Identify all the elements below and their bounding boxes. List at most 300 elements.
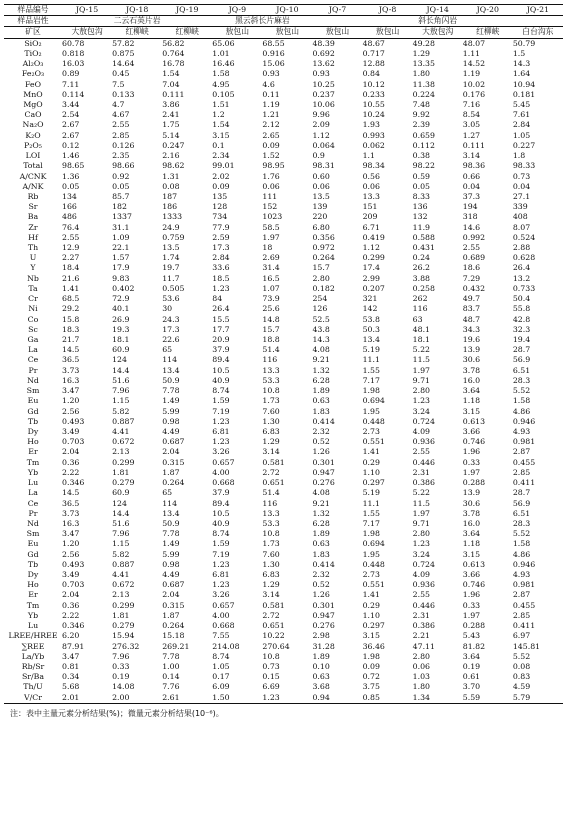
value-cell: 6.81 (212, 570, 230, 580)
table-row (4, 509, 563, 519)
value-cell: 24.3 (162, 314, 180, 324)
value-cell: 0.126 (112, 140, 135, 150)
value-cell: 1.23 (412, 539, 431, 549)
value-cell: 4.00 (212, 467, 230, 477)
value-cell: 0.301 (312, 600, 335, 610)
value-cell: 31.28 (312, 641, 335, 651)
value-cell: 1.80 (412, 69, 431, 79)
value-cell: 1.12 (312, 130, 330, 140)
value-cell: 13.35 (412, 59, 435, 69)
value-cell: 1.23 (212, 416, 230, 426)
value-cell: 0.551 (362, 580, 385, 590)
value-cell: 13.4 (162, 365, 180, 375)
value-cell: 5.82 (112, 549, 130, 559)
value-cell: 0.06 (262, 181, 280, 191)
value-cell: 1.23 (212, 580, 230, 590)
value-cell: 142 (362, 304, 378, 314)
element-label: MnO (23, 89, 43, 99)
value-cell: 0.09 (262, 140, 280, 150)
element-label: U (29, 253, 37, 263)
table-row (4, 621, 563, 631)
value-cell: 0.06 (362, 181, 380, 191)
value-cell: 0.60 (312, 171, 330, 181)
element-label: MgO (23, 99, 43, 109)
mining-area-cell: 敖包山 (262, 27, 312, 38)
element-label: Eu (27, 396, 39, 406)
value-cell: 0.356 (312, 232, 335, 242)
value-cell: 33.6 (212, 263, 230, 273)
value-cell: 0.04 (512, 181, 531, 191)
value-cell: 3.47 (62, 651, 80, 661)
value-cell: 0.692 (312, 48, 335, 58)
value-cell: 0.346 (62, 478, 85, 488)
value-cell: 6.80 (312, 222, 330, 232)
value-cell: 11.5 (412, 498, 431, 508)
value-cell: 0.315 (162, 600, 185, 610)
value-cell: 4.41 (112, 570, 130, 580)
value-cell: 12.88 (362, 59, 385, 69)
value-cell: 15.5 (212, 314, 230, 324)
value-cell: 7.11 (62, 79, 80, 89)
value-cell: 1.05 (212, 662, 230, 671)
value-cell: 1.54 (212, 120, 230, 130)
value-cell: 53.3 (262, 375, 280, 385)
value-cell: 26.4 (512, 263, 531, 273)
value-cell: 10.06 (312, 99, 335, 109)
mining-area-label: 矿区 (4, 27, 62, 38)
value-cell: 1.41 (362, 590, 380, 600)
value-cell: 1.75 (162, 120, 180, 130)
value-cell: 0.759 (162, 232, 185, 242)
table-row (4, 478, 563, 488)
value-cell: 0.15 (262, 672, 280, 682)
table-row (4, 263, 563, 273)
value-cell: 56.9 (512, 498, 531, 508)
element-label: Pr (28, 365, 38, 375)
value-cell: 3.78 (462, 508, 481, 518)
value-cell: 194 (462, 202, 478, 212)
table-row (4, 120, 563, 130)
value-cell: 0.657 (212, 600, 235, 610)
value-cell: 89.4 (212, 498, 230, 508)
value-cell: 7.55 (212, 631, 230, 641)
value-cell: 0.446 (412, 600, 435, 610)
value-cell: 0.689 (462, 253, 486, 263)
value-cell: 21.7 (62, 335, 80, 344)
value-cell: 7.96 (112, 529, 130, 539)
value-cell: 84 (212, 294, 223, 304)
value-cell: 13.9 (462, 488, 481, 498)
value-cell: 0.733 (512, 283, 536, 293)
value-cell: 0.581 (262, 457, 285, 467)
rock-type-label: 样品岩性 (4, 16, 62, 27)
value-cell: 220 (312, 212, 328, 222)
value-cell: 0.297 (362, 478, 385, 488)
value-cell: 6.97 (512, 631, 531, 641)
table-row (4, 601, 563, 611)
value-cell: 17.9 (112, 263, 130, 273)
value-cell: 0.505 (162, 283, 185, 293)
value-cell: 2.73 (362, 570, 380, 580)
value-cell: 10.55 (362, 99, 385, 109)
value-cell: 3.05 (462, 120, 481, 130)
value-cell: 14.3 (312, 335, 330, 344)
table-row (4, 468, 563, 478)
value-cell: 2.31 (412, 467, 431, 477)
value-cell: 1.23 (212, 559, 230, 569)
value-cell: 1.36 (62, 171, 80, 181)
value-cell: 1.95 (362, 406, 380, 416)
value-cell: 98.66 (112, 161, 135, 171)
mining-area-cell: 大敖包沟 (413, 27, 463, 38)
value-cell: 28.7 (512, 345, 531, 355)
table-row (4, 417, 563, 427)
mining-area-cell: 红柳峡 (162, 27, 212, 38)
element-label: Tm (26, 600, 40, 610)
table-row (4, 499, 563, 509)
value-cell: 116 (262, 498, 278, 508)
value-cell: 0.14 (162, 672, 180, 682)
value-cell: 34.3 (462, 324, 481, 334)
sample-id-cell: JQ-10 (262, 5, 312, 16)
value-cell: 98.62 (162, 161, 185, 171)
value-cell: 15.8 (62, 314, 80, 324)
value-cell: 2.61 (162, 693, 212, 704)
element-label: Gd (27, 549, 39, 559)
value-cell: 6.28 (312, 375, 330, 385)
element-label: Lu (27, 478, 39, 488)
value-cell: 7.78 (162, 529, 180, 539)
value-cell: 0.981 (512, 580, 536, 590)
value-cell: 321 (362, 294, 378, 304)
element-label: Nd (27, 518, 39, 528)
value-cell: 126 (312, 304, 328, 314)
value-cell: 0.947 (312, 467, 335, 477)
value-cell: 0.133 (112, 89, 135, 99)
table-row (4, 355, 563, 365)
value-cell: 186 (162, 202, 178, 212)
value-cell: 3.14 (262, 447, 280, 457)
value-cell: 2.04 (62, 447, 80, 457)
value-cell: 5.52 (512, 529, 531, 539)
value-cell: 3.47 (62, 529, 80, 539)
value-cell: 0.84 (362, 69, 380, 79)
value-cell: 1.74 (162, 253, 180, 263)
value-cell: 0.448 (362, 416, 385, 426)
value-cell: 1.29 (262, 437, 280, 447)
value-cell: 0.916 (262, 48, 285, 58)
value-cell: 10.5 (212, 508, 230, 518)
value-cell: 1023 (262, 212, 283, 222)
value-cell: 53.3 (262, 518, 280, 528)
value-cell: 3.64 (462, 529, 481, 539)
value-cell: 40.1 (112, 304, 130, 314)
value-cell: 0.182 (312, 283, 335, 293)
value-cell: 4.86 (512, 549, 531, 559)
value-cell: 1.18 (462, 539, 481, 549)
value-cell: 1.10 (362, 610, 380, 620)
table-row (4, 631, 563, 641)
value-cell: 1.97 (412, 508, 431, 518)
value-cell: 0.764 (162, 48, 185, 58)
value-cell: 2.35 (112, 151, 130, 161)
value-cell: 1.49 (162, 539, 180, 549)
value-cell: 2.80 (412, 651, 431, 661)
value-cell: 1.80 (412, 682, 431, 692)
value-cell: 85.7 (112, 191, 130, 201)
value-cell: 0.493 (62, 416, 85, 426)
value-cell: 6.20 (62, 631, 80, 641)
value-cell: 11.1 (362, 355, 380, 365)
value-cell: 1.73 (262, 396, 280, 406)
value-cell: 98.34 (362, 161, 385, 171)
value-cell: 3.88 (412, 273, 431, 283)
value-cell: 0.703 (62, 580, 85, 590)
value-cell: 1.21 (262, 110, 280, 120)
value-cell: 1.57 (112, 253, 130, 263)
value-cell: 0.651 (262, 478, 285, 488)
element-label: FeO (25, 79, 41, 89)
value-cell: 182 (112, 202, 127, 212)
mining-area-cell: 敖包山 (363, 27, 413, 38)
value-cell: 2.13 (112, 447, 130, 457)
value-cell: 0.111 (162, 89, 185, 99)
value-cell: 6.71 (362, 222, 380, 232)
value-cell: 10.94 (512, 79, 536, 89)
value-cell: 3.75 (362, 682, 380, 692)
value-cell: 7.48 (412, 99, 431, 109)
table-row (4, 672, 563, 682)
value-cell: 0.33 (462, 600, 481, 610)
value-cell: 12.9 (62, 243, 80, 253)
value-cell: 73.9 (262, 294, 280, 304)
value-cell: 51.4 (262, 345, 280, 355)
element-label: Co (27, 314, 39, 324)
table-row (4, 560, 563, 570)
value-cell: 134 (62, 191, 77, 201)
value-cell: 1.8 (512, 151, 526, 161)
element-label: Pr (28, 508, 38, 518)
table-row (4, 407, 563, 417)
value-cell: 18.3 (62, 324, 80, 334)
element-label: Al₂O₃ (22, 59, 44, 69)
value-cell: 2.67 (62, 130, 80, 140)
value-cell: 0.05 (112, 181, 130, 191)
value-cell: 53.8 (362, 314, 380, 324)
sample-id-cell: JQ-7 (312, 5, 362, 16)
value-cell: 2.80 (412, 529, 431, 539)
table-row (4, 294, 563, 304)
value-cell: 6.28 (312, 518, 330, 528)
value-cell: 2.22 (62, 467, 80, 477)
table-row (4, 161, 563, 171)
value-cell: 0.10 (312, 662, 330, 671)
element-label: Er (28, 590, 38, 600)
table-row (4, 131, 563, 141)
element-label: Lu (27, 621, 39, 631)
value-cell: 5.52 (512, 386, 531, 396)
value-cell: 10.5 (212, 365, 230, 375)
value-cell: 209 (362, 212, 378, 222)
value-cell: 2.73 (362, 426, 380, 436)
value-cell: 2.54 (62, 110, 80, 120)
value-cell: 68.55 (262, 38, 285, 48)
value-cell: 8.33 (412, 191, 431, 201)
value-cell: 2.55 (462, 243, 481, 253)
table-row (4, 427, 563, 437)
value-cell: 1.30 (262, 559, 280, 569)
value-cell: 0.258 (412, 283, 435, 293)
value-cell: 0.59 (412, 171, 431, 181)
value-cell: 11.1 (362, 498, 380, 508)
value-cell: 3.44 (62, 99, 80, 109)
value-cell: 1.05 (512, 130, 531, 140)
table-row (4, 550, 563, 560)
value-cell: 60.78 (62, 38, 85, 48)
value-cell: 2.39 (412, 120, 431, 130)
value-cell: 3.49 (62, 426, 80, 436)
value-cell: 0.08 (512, 662, 531, 671)
value-cell: 0.08 (162, 181, 180, 191)
value-cell: 32.3 (512, 324, 531, 334)
table-row (4, 447, 563, 457)
value-cell: 0.12 (62, 140, 80, 150)
value-cell: 270.64 (262, 641, 290, 651)
value-cell: 0.52 (312, 437, 330, 447)
value-cell: 4.7 (112, 99, 125, 109)
value-cell: 0.818 (62, 48, 85, 58)
value-cell: 72.9 (112, 294, 130, 304)
value-cell: 2.59 (212, 232, 230, 242)
table-row (4, 110, 563, 120)
value-cell: 269.21 (162, 641, 190, 651)
value-cell: 1.5 (512, 48, 526, 58)
value-cell: 9.92 (412, 110, 431, 120)
value-cell: 56.82 (162, 38, 185, 48)
rock-group-cell: 斜长角闪岩 (312, 16, 562, 27)
value-cell: 25.6 (262, 304, 280, 314)
value-cell: 0.694 (362, 396, 385, 406)
table-row (4, 243, 563, 253)
value-cell: 76.4 (62, 222, 80, 232)
mining-area-header-row (4, 27, 563, 38)
value-cell: 2.72 (262, 467, 280, 477)
element-label: Ga (27, 335, 39, 344)
value-cell: 1.12 (362, 243, 380, 253)
value-cell: 51.4 (262, 488, 280, 498)
value-cell: 3.24 (412, 549, 431, 559)
value-cell: 0.09 (212, 181, 230, 191)
element-label: Nb (27, 273, 39, 283)
value-cell: 30.6 (462, 355, 481, 365)
value-cell: 10.8 (262, 529, 280, 539)
value-cell: 65.06 (212, 38, 235, 48)
value-cell: 0.581 (262, 600, 285, 610)
table-row (4, 49, 563, 59)
value-cell: 6.83 (262, 570, 280, 580)
value-cell: 0.264 (312, 253, 335, 263)
value-cell: 2.65 (262, 130, 280, 140)
value-cell: 1.59 (212, 539, 230, 549)
value-cell: 2.69 (262, 253, 280, 263)
value-cell: 3.24 (412, 406, 431, 416)
value-cell: 19.3 (112, 324, 130, 334)
value-cell: 0.992 (462, 232, 486, 242)
value-cell: 10.25 (312, 79, 335, 89)
value-cell: 114 (162, 355, 178, 365)
value-cell: 0.114 (62, 89, 85, 99)
value-cell: 0.672 (112, 437, 135, 447)
value-cell: 0.672 (112, 580, 135, 590)
value-cell: 19.7 (162, 263, 180, 273)
value-cell: 0.297 (362, 621, 385, 631)
element-label: La (28, 488, 38, 498)
value-cell: 10.8 (262, 651, 280, 661)
value-cell: 16.5 (262, 273, 280, 283)
value-cell: 22.1 (112, 243, 130, 253)
value-cell: 1.55 (362, 365, 380, 375)
value-cell: 0.613 (462, 559, 486, 569)
value-cell: 1.41 (362, 447, 380, 457)
value-cell: 0.703 (62, 437, 85, 447)
value-cell: 16.3 (62, 375, 80, 385)
value-cell: 47.11 (412, 641, 435, 651)
value-cell: 16.3 (62, 518, 80, 528)
value-cell: 0.455 (512, 600, 536, 610)
value-cell: 29.2 (62, 304, 80, 314)
element-label: Yb (27, 467, 39, 477)
value-cell: 20.9 (212, 335, 230, 344)
value-cell: 13.9 (462, 345, 481, 355)
value-cell: 7.19 (212, 406, 230, 416)
table-row (4, 662, 563, 672)
value-cell: 26.2 (412, 263, 431, 273)
value-cell: 0.92 (112, 171, 130, 181)
table-row (4, 488, 563, 498)
value-cell: 0.062 (362, 140, 385, 150)
table-row (4, 642, 563, 652)
mining-area-cell: 白台沟东 (513, 27, 563, 38)
value-cell: 0.551 (362, 437, 385, 447)
value-cell: 1.19 (262, 99, 280, 109)
value-cell: 18.5 (212, 273, 230, 283)
value-cell: 27.1 (512, 191, 531, 201)
value-cell: 0.06 (412, 662, 431, 671)
value-cell: 0.85 (363, 693, 413, 704)
value-cell: 68.5 (62, 294, 80, 304)
table-row (4, 693, 563, 704)
value-cell: 3.15 (362, 631, 380, 641)
value-cell: 128 (212, 202, 228, 212)
value-cell: 56.9 (512, 355, 531, 365)
value-cell: 1.96 (462, 590, 481, 600)
value-cell: 0.724 (412, 416, 435, 426)
value-cell: 4.09 (412, 426, 431, 436)
value-cell: 81.82 (462, 641, 486, 651)
value-cell: 0.694 (362, 539, 385, 549)
element-label: Dy (27, 570, 39, 580)
value-cell: 36.5 (62, 498, 80, 508)
value-cell: 5.45 (512, 99, 531, 109)
table-row (4, 437, 563, 447)
value-cell: 5.14 (162, 130, 180, 140)
value-cell: 254 (312, 294, 328, 304)
value-cell: 0.687 (162, 437, 185, 447)
value-cell: 31.4 (262, 263, 280, 273)
sample-id-label: 样品编号 (4, 5, 62, 16)
table-row (4, 570, 563, 580)
value-cell: 0.299 (362, 253, 385, 263)
